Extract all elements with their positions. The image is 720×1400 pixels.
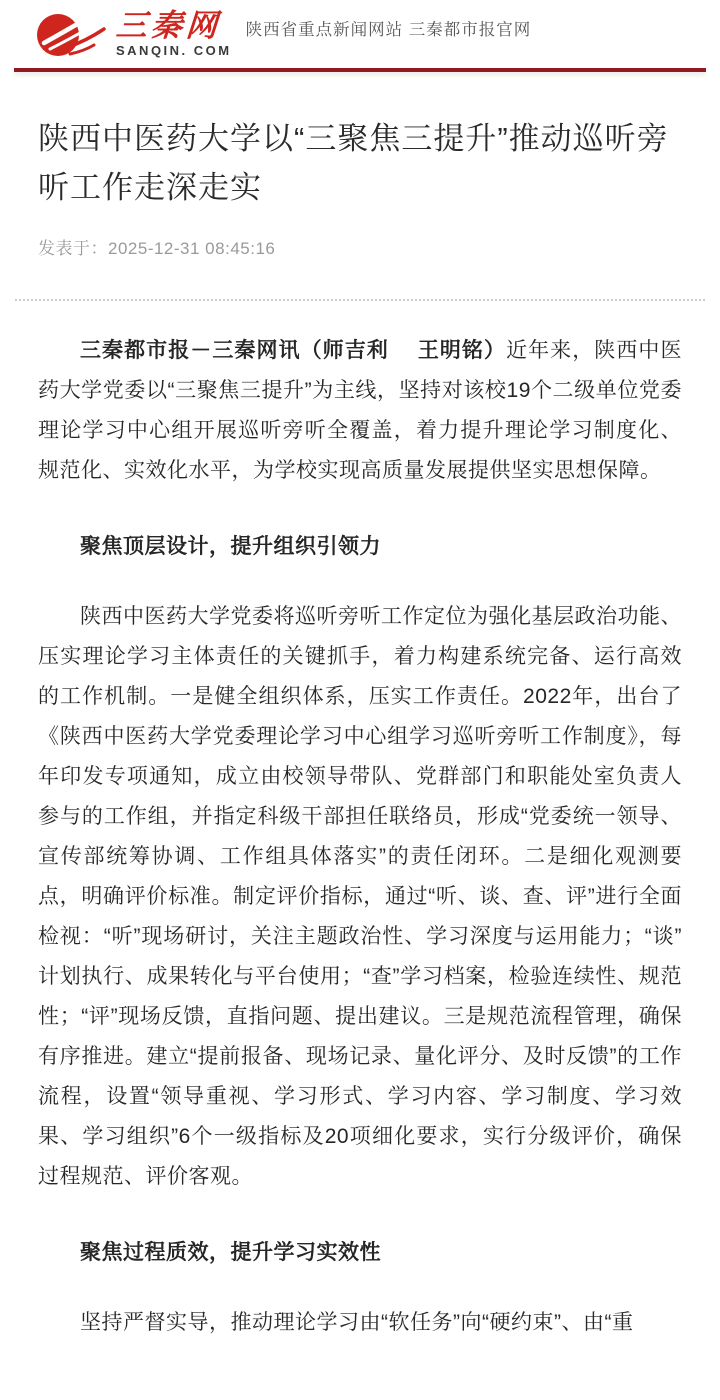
logo-text <box>114 8 232 59</box>
article-paragraph <box>38 331 682 491</box>
sanqin-logo-icon <box>34 9 112 61</box>
site-header <box>0 0 720 68</box>
logo-en-text: SANQIN. COM <box>116 43 232 58</box>
article-paragraph: 坚持严督实导，推动理论学习由“软任务”向“硬约束”、由“重 <box>80 1311 634 1334</box>
paragraph-text: 近年来，陕西中医药大学党委以“三聚焦三提升”为主线，坚持对该校19个二级单位党委理论学习中心组开展巡听旁听全覆盖，着力提升理论学习制度化、规范化、实效化水平，为学校实现高质量发展提供坚实思想保障。 <box>38 339 682 482</box>
header-red-rule <box>14 68 706 72</box>
article <box>0 114 720 1343</box>
dotted-divider <box>15 299 705 301</box>
article-title: 陕西中医药大学以“三聚焦三提升”推动巡听旁听工作走深走实 <box>38 121 669 205</box>
article-body <box>38 331 682 1343</box>
logo-cn-text: 三秦网 <box>114 8 223 43</box>
publish-date: 发表于：2025-12-31 08:45:16 <box>38 239 276 258</box>
section-heading: 聚焦顶层设计，提升组织引领力 <box>80 535 381 558</box>
section-heading: 聚焦过程质效，提升学习实效性 <box>80 1241 381 1264</box>
site-tagline: 陕西省重点新闻网站 三秦都市报官网 <box>245 21 532 39</box>
paragraph-bold-lead: 三秦都市报－三秦网讯（师吉利 王明铭） <box>80 339 507 362</box>
sanqin-logo[interactable] <box>34 9 232 61</box>
article-paragraph: 陕西中医药大学党委将巡听旁听工作定位为强化基层政治功能、压实理论学习主体责任的关键抓手，着力构建系统完备、运行高效的工作机制。一是健全组织体系，压实工作责任。2022年，出台了《陕西中医药大学党委理论学习中心组学习巡听旁听工作制度》，每年印发专项通知，成立由校领导带队、党群部门和职能处室负责人参与的工作组，并指定科级干部担任联络员，形成“党委统一领导、宣传部统筹协调、工作组具体落实”的责任闭环。二是细化观测要点，明确评价标准。制定评价指标，通过“听、谈、查、评”进行全面检视：“听”现场研讨，关注主题政治性、学习深度与运用能力；“谈”计划执行、成果转化与平台使用；“查”学习档案，检验连续性、规范性；“评”现场反馈，直指问题、提出建议。三是规范流程管理，确保有序推进。建立“提前报备、现场记录、量化评分、及时反馈”的工作流程，设置“领导重视、学习形式、学习内容、学习制度、学习效果、学习组织”6个一级指标及20项细化要求，实行分级评价，确保过程规范、评价客观。 <box>38 605 682 1188</box>
